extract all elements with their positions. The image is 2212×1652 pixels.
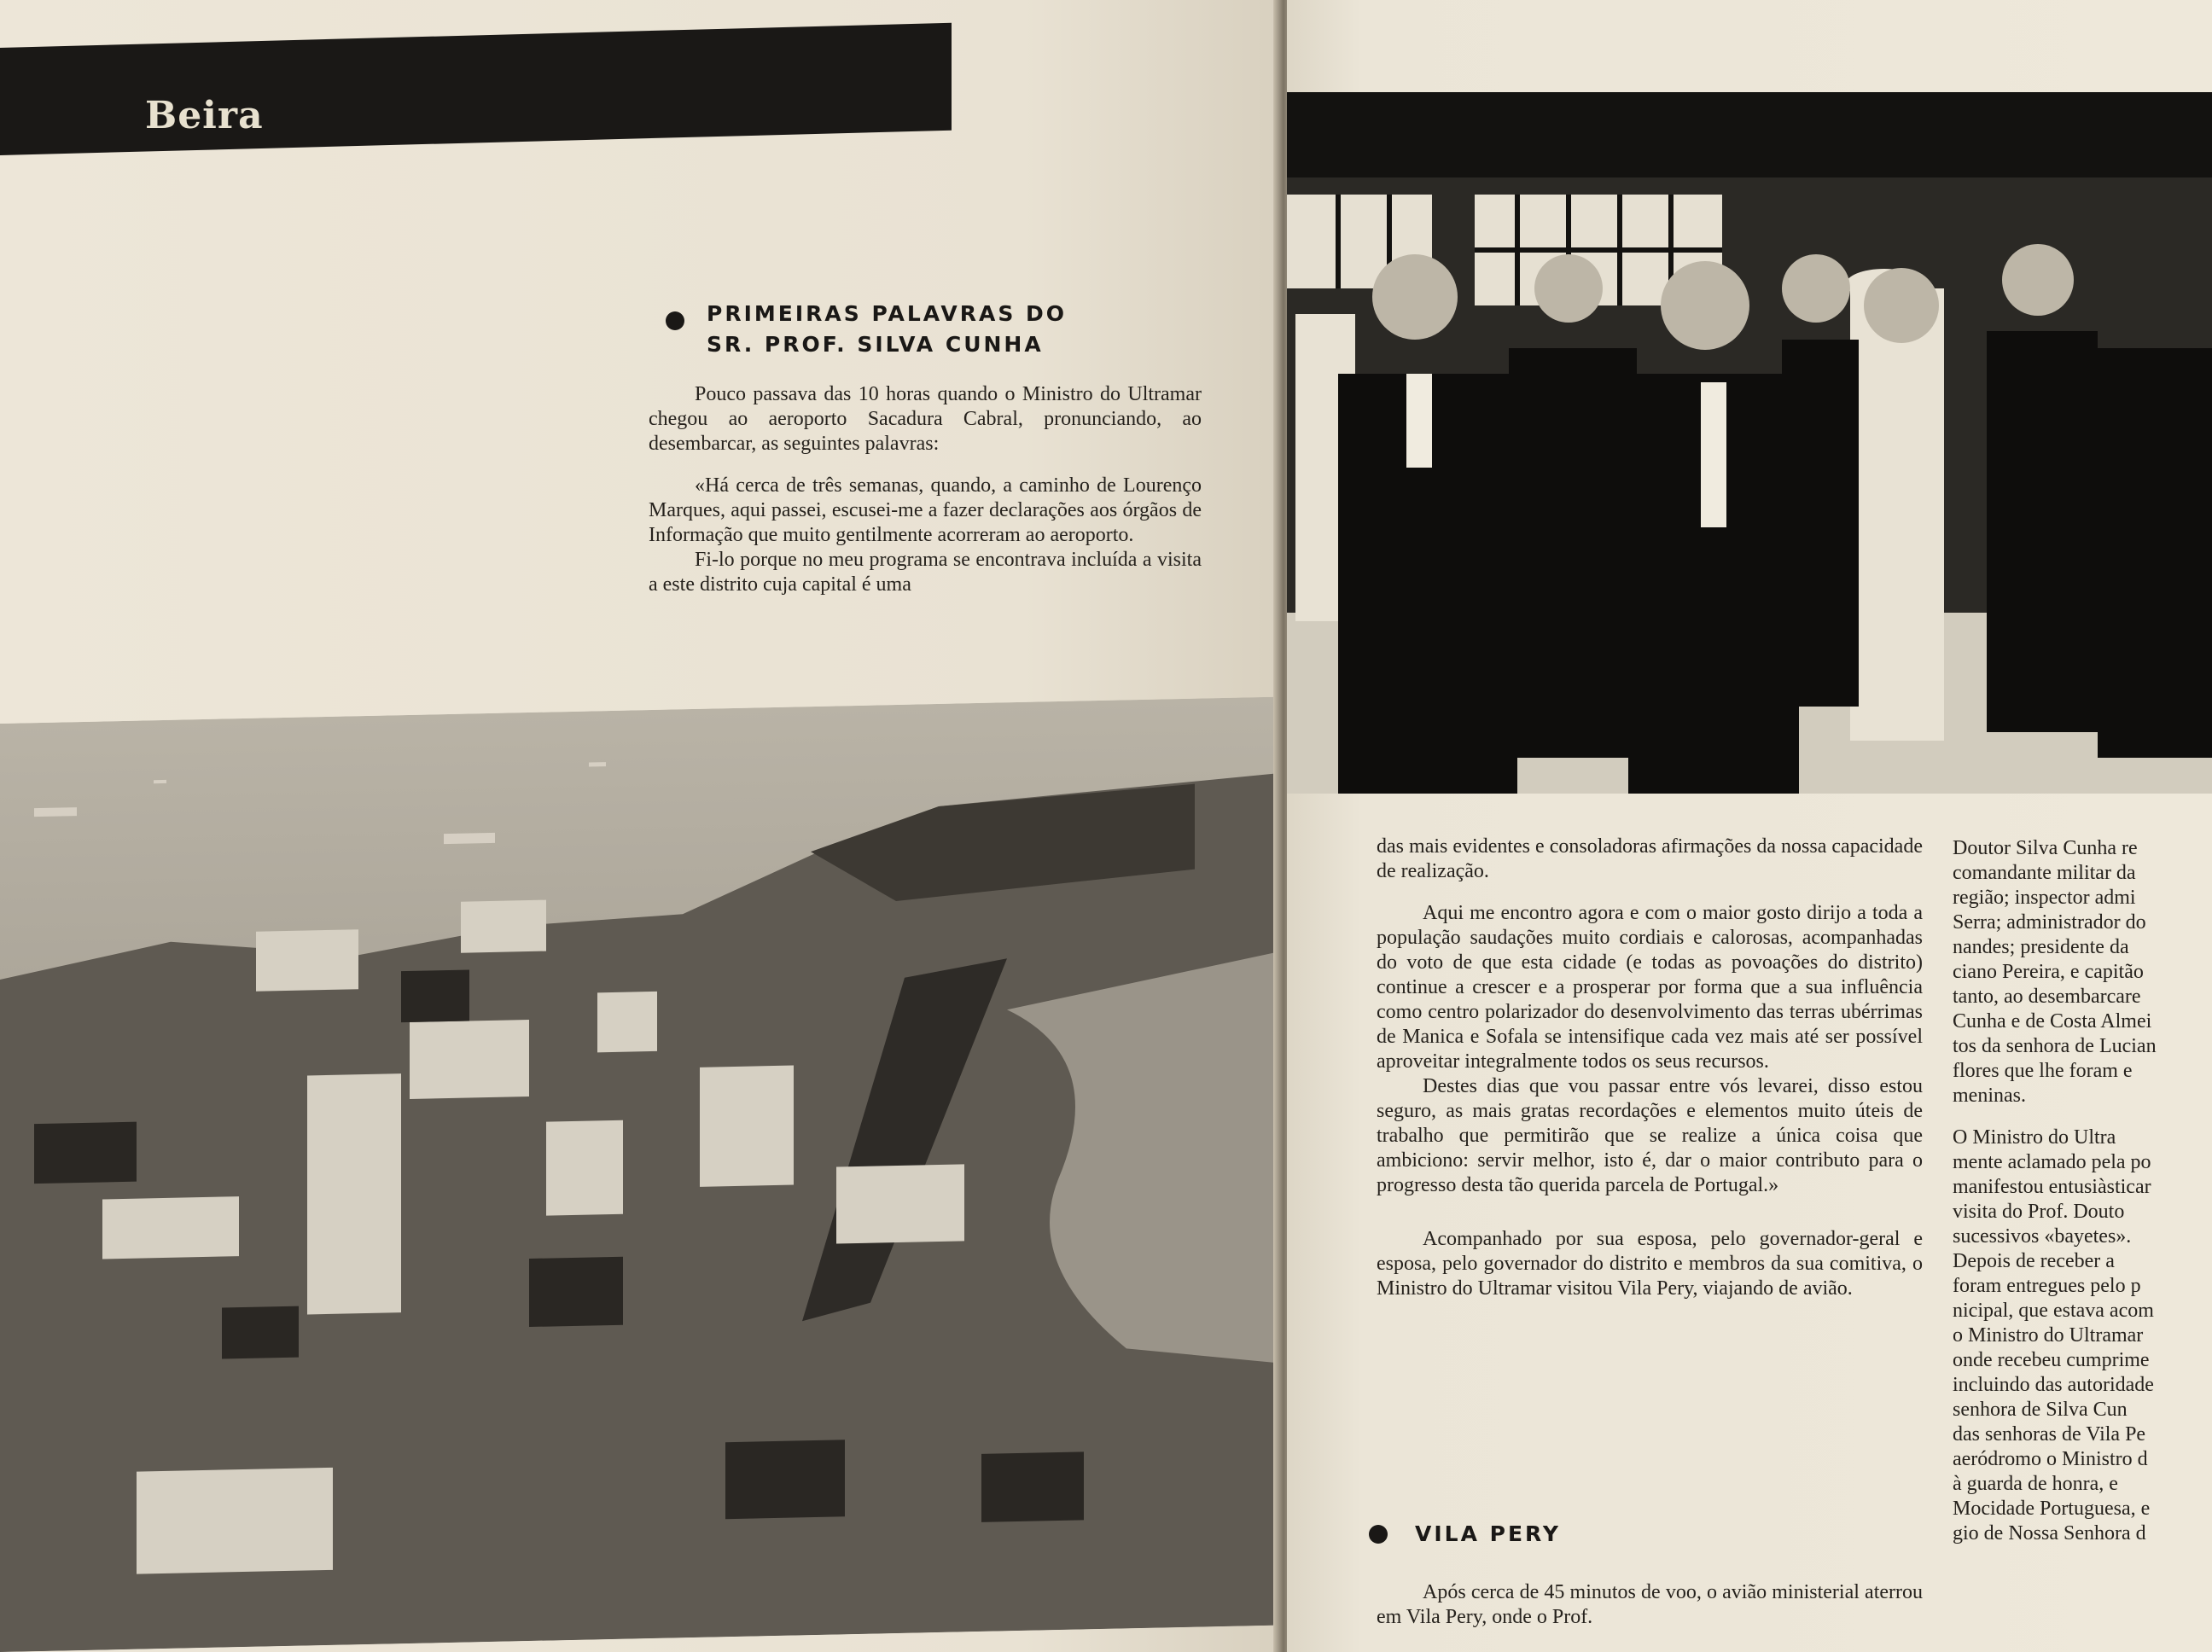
section-title: Beira	[145, 94, 264, 137]
paragraph: Aqui me encontro agora e com o maior gosto dirijo a toda a população saudações muito cordiais e calorosas, acompanhadas do voto de que esta cidade (e todas as povoações do distrito) continue a crescer e a prosperar por forma que a sua influência como centro polarizador do desenvolvimento das terras ubérrimas de Manica e Sofala se intensifique cada vez mais até ser possível aproveitar integralmente todos os seus recursos.	[1377, 902, 1923, 1073]
article-heading	[707, 299, 1067, 360]
side-text-line: nandes; presidente da	[1953, 936, 2129, 958]
side-text-line: O Ministro do Ultra	[1953, 1126, 2116, 1149]
heading-bullet-icon	[1369, 1525, 1388, 1544]
side-text-line: sucessivos «bayetes».	[1953, 1225, 2132, 1248]
side-text-line: comandante militar da	[1953, 862, 2136, 884]
side-text-line: meninas.	[1953, 1085, 2026, 1107]
side-text-line: nicipal, que estava acom	[1953, 1300, 2154, 1322]
side-text-line: Cunha e de Costa Almei	[1953, 1010, 2152, 1032]
right-main-column-text	[1377, 835, 1923, 1318]
side-text-line: das senhoras de Vila Pe	[1953, 1423, 2146, 1446]
side-text-line: visita do Prof. Douto	[1953, 1201, 2125, 1223]
side-text-line: mente aclamado pela po	[1953, 1151, 2151, 1173]
article-heading-line-1: PRIMEIRAS PALAVRAS DO	[707, 301, 1068, 326]
paragraph: Acompanhado por sua esposa, pelo governador-geral e esposa, pelo governador do distrito e membros da sua comitiva, o Ministro do Ultramar visitou Vila Pery, viajando de avião.	[1377, 1228, 1923, 1300]
side-text-line: ciano Pereira, e capitão	[1953, 961, 2144, 983]
heading-bullet-icon	[666, 311, 684, 330]
side-text-line: tanto, ao desembarcare	[1953, 986, 2141, 1008]
left-column-text	[649, 382, 1202, 614]
side-text-line: flores que lhe foram e	[1953, 1060, 2133, 1082]
paragraph: Pouco passava das 10 horas quando o Ministro do Ultramar chegou ao aeroporto Sacadura Cabral, pronunciando, ao desembarcar, as seguintes palavras:	[649, 383, 1202, 455]
side-text-line: aeródromo o Ministro d	[1953, 1448, 2148, 1470]
paragraph: Destes dias que vou passar entre vós levarei, disso estou seguro, as mais gratas recordações e elementos muito úteis de trabalho que permitirão que se realize a única coisa que ambiciono: servir melhor, isto é, dar o maior contributo para o progresso desta tão querida parcela de Portugal.»	[1377, 1075, 1923, 1196]
paragraph: Fi-lo porque no meu programa se encontrava incluída a visita a este distrito cuja capital é uma	[649, 549, 1202, 596]
side-text-line: incluindo das autoridade	[1953, 1374, 2154, 1396]
side-text-line: região; inspector admi	[1953, 887, 2136, 909]
side-text-line: tos da senhora de Lucian	[1953, 1035, 2157, 1057]
side-text-line: manifestou entusiàsticar	[1953, 1176, 2151, 1198]
paragraph: «Há cerca de três semanas, quando, a caminho de Lourenço Marques, aqui passei, escusei-me a fazer declarações aos órgãos de Informação que muito gentilmente acorreram ao aeroporto.	[649, 474, 1202, 546]
article-heading-line-2: SR. PROF. SILVA CUNHA	[707, 332, 1044, 357]
side-text-line: Mocidade Portuguesa, e	[1953, 1498, 2151, 1520]
side-text-line: Doutor Silva Cunha re	[1953, 837, 2138, 859]
side-text-line: o Ministro do Ultramar	[1953, 1324, 2144, 1347]
paragraph: Após cerca de 45 minutos de voo, o avião ministerial aterrou em Vila Pery, onde o Prof.	[1377, 1581, 1923, 1628]
vila-pery-heading: VILA PERY	[1415, 1521, 1562, 1546]
right-main-column-text-continued	[1377, 1580, 1923, 1647]
aerial-photo-beira	[0, 697, 1273, 1652]
side-text-line: Depois de receber a	[1953, 1250, 2115, 1272]
section-header-bar	[0, 23, 952, 155]
side-text-line: foram entregues pelo p	[1953, 1275, 2141, 1297]
right-page	[1287, 0, 2212, 1652]
right-side-column-text	[1953, 836, 2212, 1546]
arrival-ceremony-photo	[1287, 92, 2212, 794]
side-text-line: onde recebeu cumprime	[1953, 1349, 2150, 1371]
side-text-line: senhora de Silva Cun	[1953, 1399, 2128, 1421]
side-text-line: Serra; administrador do	[1953, 911, 2146, 934]
side-text-line: gio de Nossa Senhora d	[1953, 1522, 2146, 1544]
side-text-line: à guarda de honra, e	[1953, 1473, 2118, 1495]
paragraph: das mais evidentes e consoladoras afirmações da nossa capacidade de realização.	[1377, 835, 1923, 882]
